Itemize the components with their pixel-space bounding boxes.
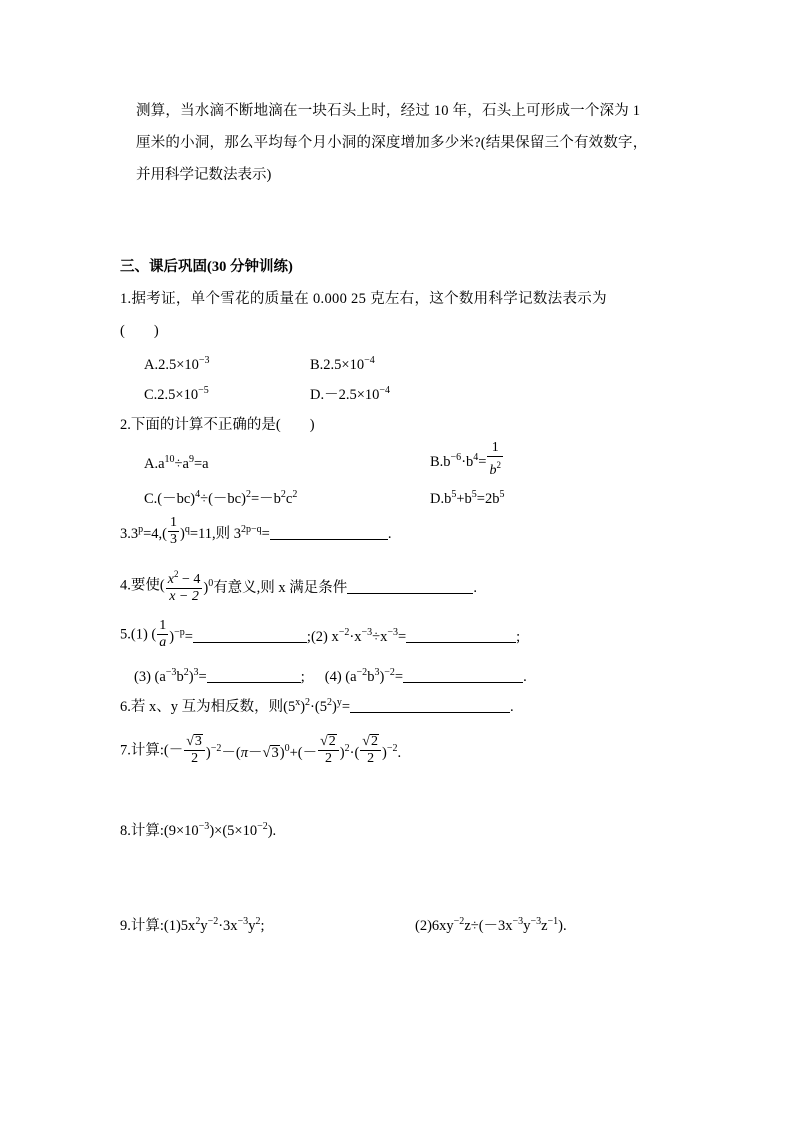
q4: 4.要使( $\frac{x^2 - 4}{x - 2}$ )$^0$有意义,则 x 满足条件 . <box>120 566 477 605</box>
q5-fraction: $\frac{1}{a}$ <box>159 618 167 650</box>
q1-option-d: $D.-2.5\times 10^{-4}$ <box>310 385 391 403</box>
q3-answer-blank[interactable] <box>270 526 388 540</box>
q1-option-b: $B.2.5\times 10^{-4}$ <box>310 355 375 373</box>
q2-option-b: $B.b^{-6}\cdot b^4=$ $\frac{1}{b^2}$ <box>430 440 501 478</box>
q5-2-answer-blank[interactable] <box>406 629 516 643</box>
q2-option-d: $D.b^5+b^5=2b^5$ <box>430 489 505 507</box>
intro-line-1: 测算，当水滴不断地滴在一块石头上时，经过 10 年，石头上可形成一个深为 1 <box>136 103 641 119</box>
q6: 6.若 x、y 互为相反数，则$(5^x)^2\cdot(5^2)^y=$ . <box>120 697 514 715</box>
q7: 7.计算:(－ $\frac{√3}{2}$ )$^{-2}-(\pi-√3)^0+(-$ $\frac{√2}{2}$ )$^2$·( $\frac{√2}{2}$ )$^{-2}$. <box>120 734 402 766</box>
q2-option-c: $C.(-bc)^4\div(-bc)^2=-b^2c^2$ <box>144 489 298 507</box>
q1-stem-line-1: 1.据考证，单个雪花的质量在 0.000 25 克左右，这个数用科学记数法表示为 <box>120 291 607 307</box>
q7-fraction-2: $\frac{√2}{2}$ <box>318 734 339 767</box>
q7-fraction-1: $\frac{√3}{2}$ <box>184 734 205 767</box>
q7-fraction-3: $\frac{√2}{2}$ <box>360 734 381 767</box>
q1-option-a: $A.2.5\times 10^{-3}$ <box>144 355 210 373</box>
q2-option-a: $A.a^{10}\div a^9=a$ <box>144 454 209 472</box>
q3-fraction: $\frac{1}{3}$ <box>170 515 178 547</box>
q5-line-2: (3) $(a^{-3}b^2)^3=$ ; (4) $(a^{-2}b^3)^{-2}=$ . <box>134 667 527 685</box>
q5-1-answer-blank[interactable] <box>193 629 307 643</box>
q9-part-2: $(2)6xy^{-2}z\div(-3x^{-3}y^{-3}z^{-1})$. <box>415 916 567 934</box>
q5-line-1: 5.(1) ( $\frac{1}{a}$ )$^{-p}$= ;(2) $x^{-2}\cdot x^{-3}\div x^{-3}=$ ; <box>120 618 521 650</box>
q4-answer-blank[interactable] <box>347 580 473 594</box>
q5-3-answer-blank[interactable] <box>207 669 301 683</box>
q1-stem-line-2: ( ) <box>120 323 159 339</box>
q8: 8.计算$:(9\times 10^{-3})\times(5\times 10^{-2})$. <box>120 821 277 839</box>
section-title: 三、课后巩固(30 分钟训练) <box>120 259 293 275</box>
intro-line-3: 并用科学记数法表示) <box>136 167 272 183</box>
q5-4-answer-blank[interactable] <box>403 669 523 683</box>
q4-fraction: $\frac{x^2 - 4}{x - 2}$ <box>167 569 201 604</box>
q3: $3.3^p=4$,( $\frac{1}{3}$ )$^q$=11,则 $3^{2p-q}=$ . <box>120 515 392 547</box>
q1-option-c: $C.2.5\times 10^{-5}$ <box>144 385 209 403</box>
intro-line-2: 厘米的小洞，那么平均每个月小洞的深度增加多少米?(结果保留三个有效数字， <box>136 135 648 151</box>
q9-part-1: 9.计算$:(1)5x^2y^{-2}\cdot 3x^{-3}y^2$; <box>120 916 265 934</box>
q6-answer-blank[interactable] <box>350 699 510 713</box>
q2-b-fraction: $\frac{1}{b^2}$ <box>489 440 501 478</box>
q2-stem: 2.下面的计算不正确的是( ) <box>120 417 315 433</box>
